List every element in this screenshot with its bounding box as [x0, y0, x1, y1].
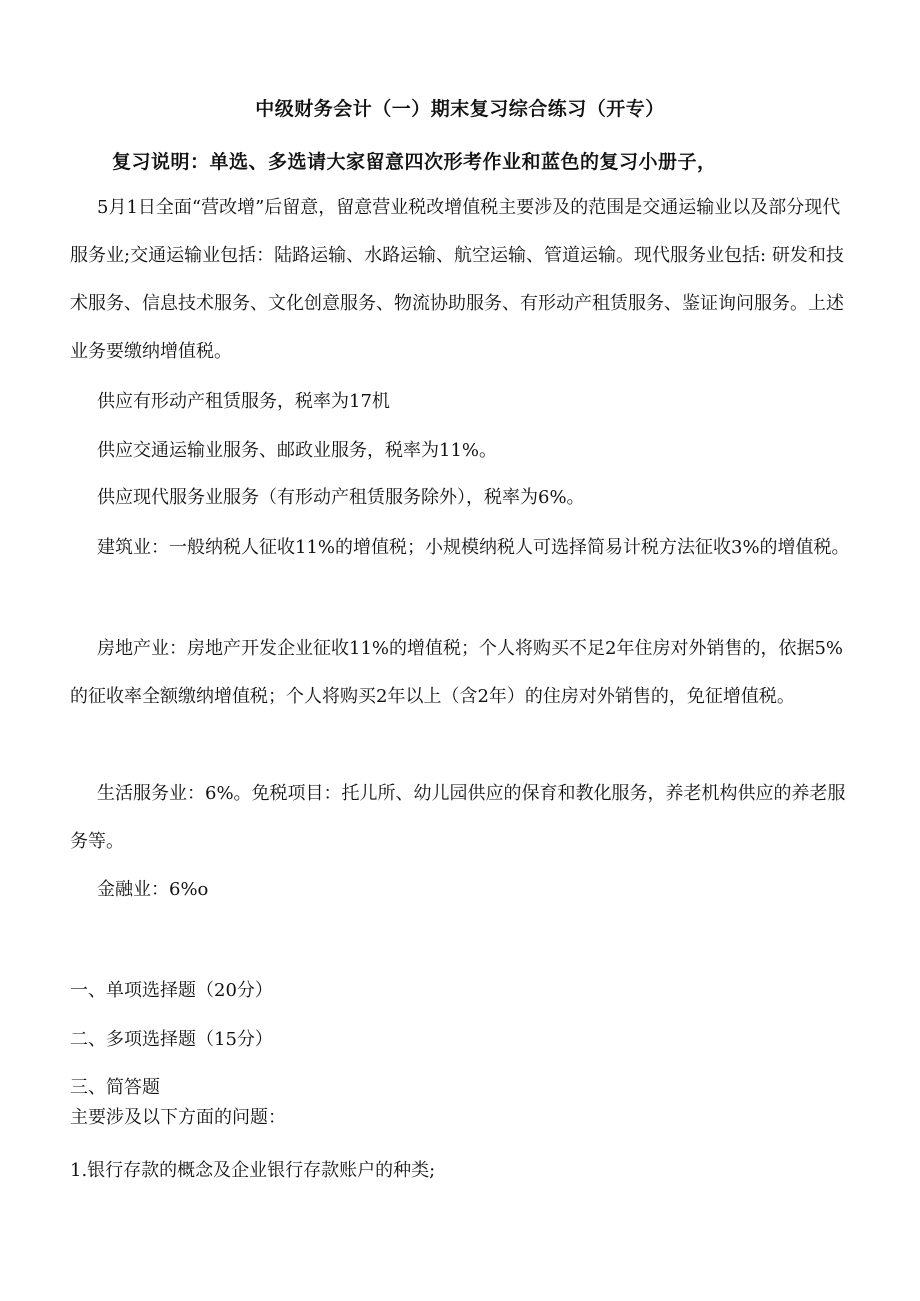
paragraph-text: 金融业：6%o — [97, 879, 209, 900]
paragraph-text: 供应有形动产租赁服务，税率为17机 — [97, 391, 390, 412]
section-single-choice: 一、单项选择题（20分） — [70, 980, 273, 1001]
paragraph-modern-service-rate — [70, 474, 852, 522]
section-multiple-choice: 二、多项选择题（15分） — [70, 1029, 273, 1050]
list-item: 1.银行存款的概念及企业银行存款账户的种类; — [70, 1160, 436, 1181]
paragraph-text: 生活服务业：6%。免税项目：托儿所、幼儿园供应的保育和教化服务，养老机构供应的养老服务等。 — [70, 783, 846, 852]
paragraph-vat-scope — [70, 184, 852, 376]
paragraph-text: 建筑业：一般纳税人征收11%的增值税；小规模纳税人可选择简易计税方法征收3%的增值税。 — [97, 537, 850, 558]
section-short-answer: 三、简答题 — [70, 1077, 160, 1098]
paragraph-text: 供应现代服务业服务（有形动产租赁服务除外），税率为6%。 — [97, 487, 585, 508]
paragraph-transport-rate — [70, 427, 852, 475]
paragraph-text: 房地产业：房地产开发企业征收11%的增值税；个人将购买不足2年住房对外销售的，依据5%的征收率全额缴纳增值税；个人将购买2年以上（含2年）的住房对外销售的，免征增值税。 — [70, 638, 844, 707]
paragraph-finance — [70, 866, 852, 914]
section-intro: 主要涉及以下方面的问题： — [70, 1107, 286, 1128]
document-title: 中级财务会计（一）期末复习综合练习（开专） — [255, 98, 665, 120]
paragraph-leasing-rate — [70, 378, 852, 426]
paragraph-construction — [70, 524, 852, 572]
review-note: 复习说明：单选、多选请大家留意四次形考作业和蓝色的复习小册子， — [112, 151, 717, 173]
paragraph-living-services — [70, 770, 852, 866]
paragraph-text: 5月1日全面“营改增”后留意，留意营业税改增值税主要涉及的范围是交通运输业以及部分现代服务业;交通运输业包括：陆路运输、水路运输、航空运输、管道运输。现代服务业包括: 研发和技术服务、信息技术服务、文化创意服务、物流协助服务、有形动产租赁服务、鉴证询问服务。上述业务要缴纳增值税。 — [70, 197, 844, 362]
paragraph-text: 供应交通运输业服务、邮政业服务，税率为11%。 — [97, 440, 498, 461]
paragraph-real-estate — [70, 625, 852, 721]
